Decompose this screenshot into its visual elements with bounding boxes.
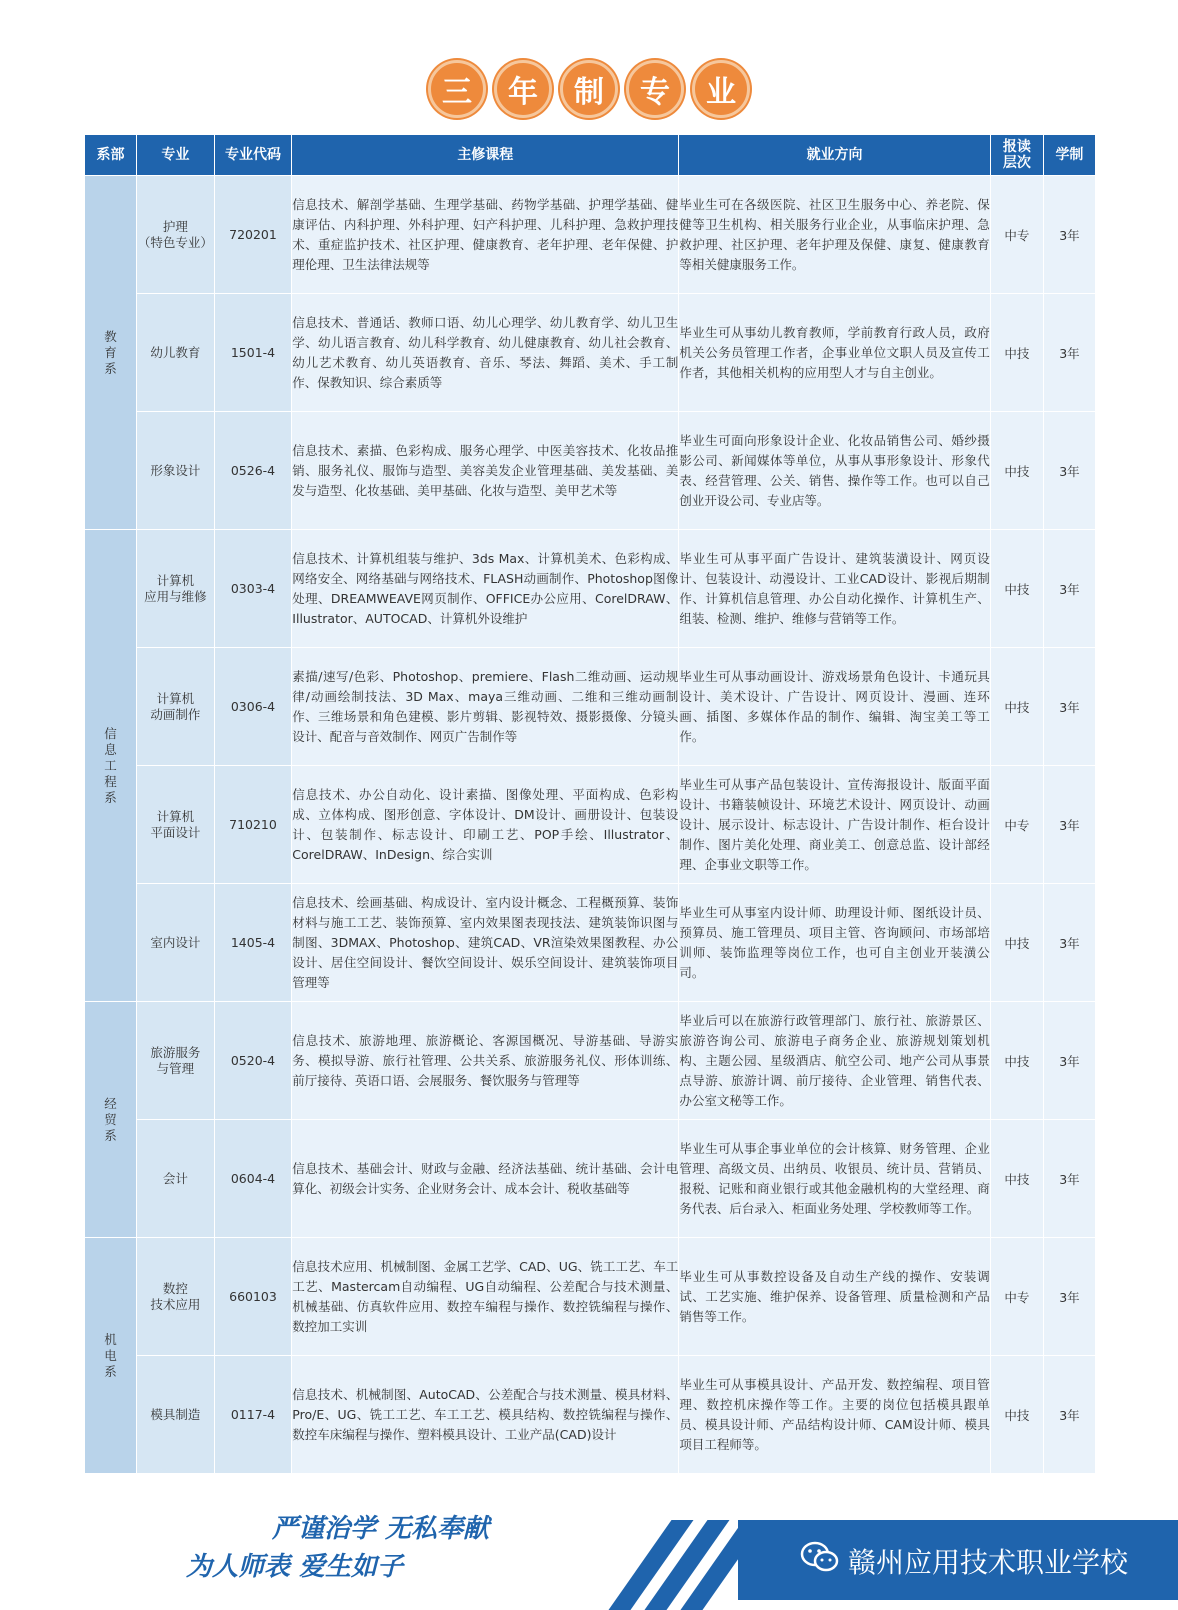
header-years: 学制 — [1043, 135, 1095, 176]
code-cell: 0604-4 — [214, 1120, 292, 1238]
course-cell: 信息技术、计算机组装与维护、3ds Max、计算机美术、色彩构成、网络安全、网络基础与网络技术、FLASH动画制作、Photoshop图像处理、DREAMWEAVE网页制作、OFFICE办公应用、CorelDRAW、Illustrator、AUTOCAD、计算机外设维护 — [292, 530, 679, 648]
header-code: 专业代码 — [214, 135, 292, 176]
career-cell: 毕业生可从事产品包装设计、宣传海报设计、版面平面设计、书籍装帧设计、环境艺术设计、网页设计、动画设计、展示设计、标志设计、广告设计制作、柜台设计制作、图片美化处理、商业美工、创意总监、设计部经理、企事业文职等工作。 — [679, 766, 990, 884]
wechat-icon — [800, 1540, 840, 1581]
title-char: 业 — [692, 60, 750, 118]
table-row — [85, 766, 1096, 884]
career-cell: 毕业生可从事室内设计师、助理设计师、图纸设计员、预算员、施工管理员、项目主管、咨询顾问、市场部培训师、装饰监理等岗位工作，也可自主创业开装潢公司。 — [679, 884, 990, 1002]
major-table — [84, 134, 1096, 1474]
major-cell: 会计 — [137, 1120, 215, 1238]
level-cell: 中专 — [990, 176, 1043, 294]
level-cell: 中技 — [990, 1002, 1043, 1120]
course-cell: 信息技术、素描、色彩构成、服务心理学、中医美容技术、化妆品推销、服务礼仪、服饰与造型、美容美发企业管理基础、美发基础、美发与造型、化妆基础、美甲基础、化妆与造型、美甲艺术等 — [292, 412, 679, 530]
dept-cell: 教育系 — [85, 176, 137, 530]
header-career: 就业方向 — [679, 135, 990, 176]
major-cell: 数控 技术应用 — [137, 1238, 215, 1356]
level-cell: 中技 — [990, 412, 1043, 530]
career-cell: 毕业生可从事幼儿教育教师，学前教育行政人员，政府机关公务员管理工作者，企事业单位文职人员及宣传工作者，其他相关机构的应用型人才与自主创业。 — [679, 294, 990, 412]
course-cell: 信息技术、机械制图、AutoCAD、公差配合与技术测量、模具材料、Pro/E、UG、铣工工艺、车工工艺、模具结构、数控铣编程与操作、数控车床编程与操作、塑料模具设计、工业产品(CAD)设计 — [292, 1356, 679, 1474]
footer — [0, 1512, 1178, 1600]
title-char: 制 — [560, 60, 618, 118]
title-char: 三 — [428, 60, 486, 118]
header-level: 报读层次 — [990, 135, 1043, 176]
school-name: 赣州应用技术职业学校 — [847, 1545, 1128, 1579]
code-cell: 0526-4 — [214, 412, 292, 530]
table-row — [85, 1238, 1096, 1356]
course-cell: 信息技术、绘画基础、构成设计、室内设计概念、工程概预算、装饰材料与施工工艺、装饰预算、室内效果图表现技法、建筑装饰识图与制图、3DMAX、Photoshop、建筑CAD、VR渲染效果图教程、办公设计、居住空间设计、餐饮空间设计、娱乐空间设计、建筑装饰项目管理等 — [292, 884, 679, 1002]
table-row — [85, 530, 1096, 648]
years-cell: 3年 — [1043, 884, 1095, 1002]
years-cell: 3年 — [1043, 294, 1095, 412]
years-cell: 3年 — [1043, 412, 1095, 530]
dept-cell: 信息工程系 — [85, 530, 137, 1002]
table-row — [85, 294, 1096, 412]
career-cell: 毕业生可从事平面广告设计、建筑装潢设计、网页设计、包装设计、动漫设计、工业CAD设计、影视后期制作、计算机信息管理、办公自动化操作、计算机生产、组装、检测、维护、维修与营销等工作。 — [679, 530, 990, 648]
career-cell: 毕业生可从事数控设备及自动生产线的操作、安装调试、工艺实施、维护保养、设备管理、质量检测和产品销售等工作。 — [679, 1238, 990, 1356]
major-cell: 计算机 应用与维修 — [137, 530, 215, 648]
course-cell: 信息技术、普通话、教师口语、幼儿心理学、幼儿教育学、幼儿卫生学、幼儿语言教育、幼儿科学教育、幼儿健康教育、幼儿社会教育、幼儿艺术教育、幼儿英语教育、音乐、琴法、舞蹈、美术、手工制作、保教知识、综合素质等 — [292, 294, 679, 412]
school-banner — [738, 1520, 1178, 1600]
code-cell: 710210 — [214, 766, 292, 884]
code-cell: 0117-4 — [214, 1356, 292, 1474]
table-row — [85, 648, 1096, 766]
career-cell: 毕业生可从事模具设计、产品开发、数控编程、项目管理、数控机床操作等工作。主要的岗位包括模具跟单员、模具设计师、产品结构设计师、CAM设计师、模具项目工程师等。 — [679, 1356, 990, 1474]
years-cell: 3年 — [1043, 530, 1095, 648]
code-cell: 0303-4 — [214, 530, 292, 648]
years-cell: 3年 — [1043, 1238, 1095, 1356]
level-cell: 中技 — [990, 1356, 1043, 1474]
dept-cell: 经贸系 — [85, 1002, 137, 1238]
major-cell: 室内设计 — [137, 884, 215, 1002]
level-cell: 中技 — [990, 884, 1043, 1002]
course-cell: 信息技术、基础会计、财政与金融、经济法基础、统计基础、会计电算化、初级会计实务、企业财务会计、成本会计、税收基础等 — [292, 1120, 679, 1238]
page-title — [0, 60, 1178, 118]
years-cell: 3年 — [1043, 176, 1095, 294]
level-cell: 中专 — [990, 766, 1043, 884]
title-char: 年 — [494, 60, 552, 118]
level-cell: 中技 — [990, 294, 1043, 412]
career-cell: 毕业生可在各级医院、社区卫生服务中心、养老院、保健等卫生机构、相关服务行业企业，从事临床护理、急救护理、社区护理、老年护理及保健、康复、健康教育等相关健康服务工作。 — [679, 176, 990, 294]
major-cell: 幼儿教育 — [137, 294, 215, 412]
career-cell: 毕业后可以在旅游行政管理部门、旅行社、旅游景区、旅游咨询公司、旅游电子商务企业、旅游规划策划机构、主题公园、星级酒店、航空公司、地产公司从事景点导游、旅游计调、前厅接待、企业管理、销售代表、办公室文秘等工作。 — [679, 1002, 990, 1120]
code-cell: 1501-4 — [214, 294, 292, 412]
table-header-row — [85, 135, 1096, 176]
slogan-line-1: 严谨治学 无私奉献 — [272, 1514, 490, 1544]
header-dept: 系部 — [85, 135, 137, 176]
course-cell: 信息技术、旅游地理、旅游概论、客源国概况、导游基础、导游实务、模拟导游、旅行社管理、公共关系、旅游服务礼仪、形体训练、前厅接待、英语口语、会展服务、餐饮服务与管理等 — [292, 1002, 679, 1120]
slogan-line-2: 为人师表 爱生如子 — [186, 1552, 404, 1582]
table-body — [85, 176, 1096, 1474]
code-cell: 0520-4 — [214, 1002, 292, 1120]
major-cell: 计算机 平面设计 — [137, 766, 215, 884]
table-row — [85, 412, 1096, 530]
course-cell: 信息技术应用、机械制图、金属工艺学、CAD、UG、铣工工艺、车工工艺、Mastercam自动编程、UG自动编程、公差配合与技术测量、机械基础、仿真软件应用、数控车编程与操作、数控铣编程与操作、数控加工实训 — [292, 1238, 679, 1356]
major-cell: 护理 （特色专业） — [137, 176, 215, 294]
school-brand — [800, 1540, 1128, 1581]
years-cell: 3年 — [1043, 648, 1095, 766]
course-cell: 素描/速写/色彩、Photoshop、premiere、Flash二维动画、运动规律/动画绘制技法、3D Max、maya三维动画、二维和三维动画制作、三维场景和角色建模、影片剪辑、影视特效、摄影摄像、分镜头设计、配音与音效制作、网页广告制作等 — [292, 648, 679, 766]
major-cell: 模具制造 — [137, 1356, 215, 1474]
table-row — [85, 1120, 1096, 1238]
major-cell: 形象设计 — [137, 412, 215, 530]
title-char: 专 — [626, 60, 684, 118]
table-row — [85, 1002, 1096, 1120]
code-cell: 0306-4 — [214, 648, 292, 766]
header-course: 主修课程 — [292, 135, 679, 176]
course-cell: 信息技术、办公自动化、设计素描、图像处理、平面构成、色彩构成、立体构成、图形创意、字体设计、DM设计、画册设计、包装设计、包装制作、标志设计、印刷工艺、POP手绘、Illustrator、CorelDRAW、InDesign、综合实训 — [292, 766, 679, 884]
career-cell: 毕业生可从事企事业单位的会计核算、财务管理、企业管理、高级文员、出纳员、收银员、统计员、营销员、报税、记账和商业银行或其他金融机构的大堂经理、商务代表、后台录入、柜面业务处理、学校教师等工作。 — [679, 1120, 990, 1238]
course-cell: 信息技术、解剖学基础、生理学基础、药物学基础、护理学基础、健康评估、内科护理、外科护理、妇产科护理、儿科护理、急救护理技术、重症监护技术、社区护理、健康教育、老年护理、老年保健、护理伦理、卫生法律法规等 — [292, 176, 679, 294]
code-cell: 1405-4 — [214, 884, 292, 1002]
code-cell: 720201 — [214, 176, 292, 294]
dept-cell: 机电系 — [85, 1238, 137, 1474]
level-cell: 中专 — [990, 1238, 1043, 1356]
code-cell: 660103 — [214, 1238, 292, 1356]
years-cell: 3年 — [1043, 766, 1095, 884]
career-cell: 毕业生可从事动画设计、游戏场景角色设计、卡通玩具设计、美术设计、广告设计、网页设计、漫画、连环画、插图、多媒体作品的制作、编辑、淘宝美工等工作。 — [679, 648, 990, 766]
level-cell: 中技 — [990, 648, 1043, 766]
level-cell: 中技 — [990, 1120, 1043, 1238]
career-cell: 毕业生可面向形象设计企业、化妆品销售公司、婚纱摄影公司、新闻媒体等单位，从事从事形象设计、形象代表、经营管理、公关、销售、操作等工作。也可以自己创业开设公司、专业店等。 — [679, 412, 990, 530]
years-cell: 3年 — [1043, 1120, 1095, 1238]
table-row — [85, 884, 1096, 1002]
years-cell: 3年 — [1043, 1356, 1095, 1474]
years-cell: 3年 — [1043, 1002, 1095, 1120]
header-major: 专业 — [137, 135, 215, 176]
major-cell: 旅游服务 与管理 — [137, 1002, 215, 1120]
table-row — [85, 1356, 1096, 1474]
table-row — [85, 176, 1096, 294]
major-cell: 计算机 动画制作 — [137, 648, 215, 766]
level-cell: 中技 — [990, 530, 1043, 648]
